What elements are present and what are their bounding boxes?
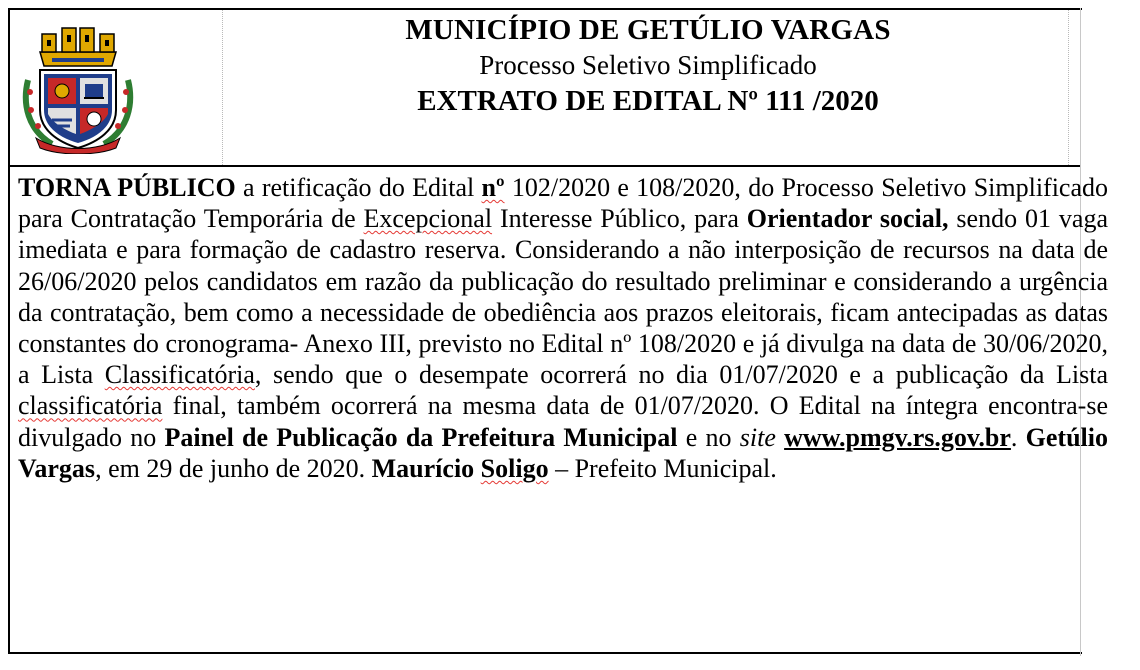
crown-icon <box>40 28 116 66</box>
municipal-coat-of-arms-icon <box>18 22 138 154</box>
city-name: Getúlio Vargas <box>18 422 1109 483</box>
cell-guide-left <box>222 10 223 165</box>
header <box>230 12 1066 119</box>
publication-panel: Painel de Publicação da Prefeitura Municipal <box>164 422 678 452</box>
spellcheck-word: Classificatória <box>104 360 255 390</box>
body-segment <box>776 423 784 452</box>
body-segment: a retificação do Edital <box>235 173 482 202</box>
numero-abbrev: nº <box>481 173 505 202</box>
mayor-last-name: Soligo <box>480 453 549 483</box>
body-segment: Interesse Público, para <box>492 204 747 234</box>
edital-number: EXTRATO DE EDITAL Nº 111 /2020 <box>417 85 879 117</box>
body-segment: sendo 01 vaga imediata e para formação de cadastro reserva. Considerando a não interposição de recursos na data de 26/06/2020 pelos candidatos em razão da publicação do resultado preliminar e considerando a urgência da contratação, bem como a necessidade de obediência aos prazos eleitorais, ficam antecipadas as datas constantes do cronograma- Anexo III, previsto no Edital nº 108/2020 e já divulga na data de 30/06/2020, a Lista <box>18 204 1108 390</box>
spellcheck-word: Excepcional <box>363 204 493 234</box>
header-divider <box>8 165 1080 167</box>
body-segment: e no <box>677 422 740 452</box>
body-segment: final, também ocorrerá na mesma data de 01/07/2020. O Edital na íntegra encontra-se divulgado no <box>18 391 1108 452</box>
body-segment: . <box>1010 422 1026 452</box>
torna-publico: TORNA PÚBLICO <box>18 173 236 202</box>
position-name: Orientador social, <box>746 204 949 234</box>
website-link[interactable]: www.pmgv.rs.gov.br <box>784 422 1011 452</box>
site-word: site <box>739 422 776 452</box>
body-segment: – Prefeito Municipal. <box>548 453 777 483</box>
cell-guide-right <box>1068 10 1069 165</box>
spellcheck-word: classificatória <box>18 391 163 421</box>
body-segment: , em 29 de junho de 2020. <box>95 453 372 483</box>
municipality-title: MUNICÍPIO DE GETÚLIO VARGAS <box>405 14 891 46</box>
process-subtitle: Processo Seletivo Simplificado <box>479 50 817 80</box>
notice-body <box>18 172 1108 484</box>
mayor-first-name: Maurício <box>371 453 481 483</box>
body-segment: 102/2020 e 108/2020, do Processo Seletivo Simplificado para Contratação Temporária de <box>18 173 1109 234</box>
body-segment: , sendo que o desempate ocorrerá no dia 01/07/2020 e a publicação da Lista <box>254 360 1109 390</box>
